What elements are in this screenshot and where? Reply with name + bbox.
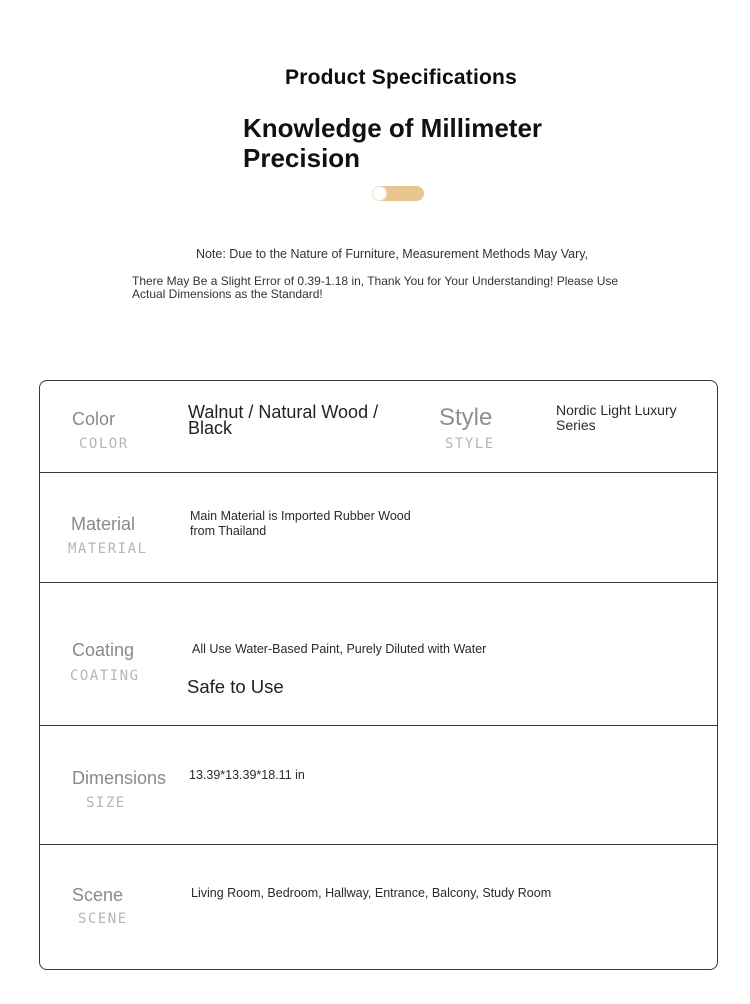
color-label: Color (72, 409, 116, 429)
page-subtitle: Knowledge of Millimeter Precision (243, 113, 543, 173)
note-line-2: There May Be a Slight Error of 0.39-1.18 in, Thank You for Your Understanding! Please Use Actual Dimensions as the Standard! (132, 274, 619, 301)
row-divider (39, 725, 717, 726)
coating-label-en: COATING (70, 668, 140, 684)
row-divider (39, 844, 717, 845)
color-label-en: COLOR (79, 436, 129, 452)
dimensions-value: 13.39*13.39*18.11 in (189, 768, 305, 782)
scene-label: Scene (72, 885, 124, 905)
page-title: Product Specifications (285, 66, 517, 89)
row-divider (39, 582, 717, 583)
pill-dot (372, 186, 387, 201)
material-label: Material (71, 514, 136, 534)
color-value: Walnut / Natural Wood / Black (188, 402, 379, 438)
scene-value: Living Room, Bedroom, Hallway, Entrance, Balcony, Study Room (191, 886, 552, 900)
note-line-1: Note: Due to the Nature of Furniture, Measurement Methods May Vary, (195, 247, 589, 261)
dimensions-label: Dimensions (72, 768, 167, 788)
scene-label-en: SCENE (78, 911, 128, 927)
material-label-en: MATERIAL (68, 541, 148, 557)
coating-value: All Use Water-Based Paint, Purely Diluted with Water (192, 642, 487, 656)
style-value: Nordic Light Luxury Series (556, 402, 677, 433)
coating-label: Coating (72, 640, 135, 660)
material-value: Main Material is Imported Rubber Wood from Thailand (190, 509, 411, 538)
spec-card (39, 380, 718, 970)
coating-value-2: Safe to Use (187, 676, 284, 697)
style-label: Style (439, 404, 493, 431)
dimensions-label-en: SIZE (86, 795, 126, 811)
accent-pill (372, 186, 424, 201)
row-divider (39, 472, 717, 473)
style-label-en: STYLE (445, 436, 495, 452)
